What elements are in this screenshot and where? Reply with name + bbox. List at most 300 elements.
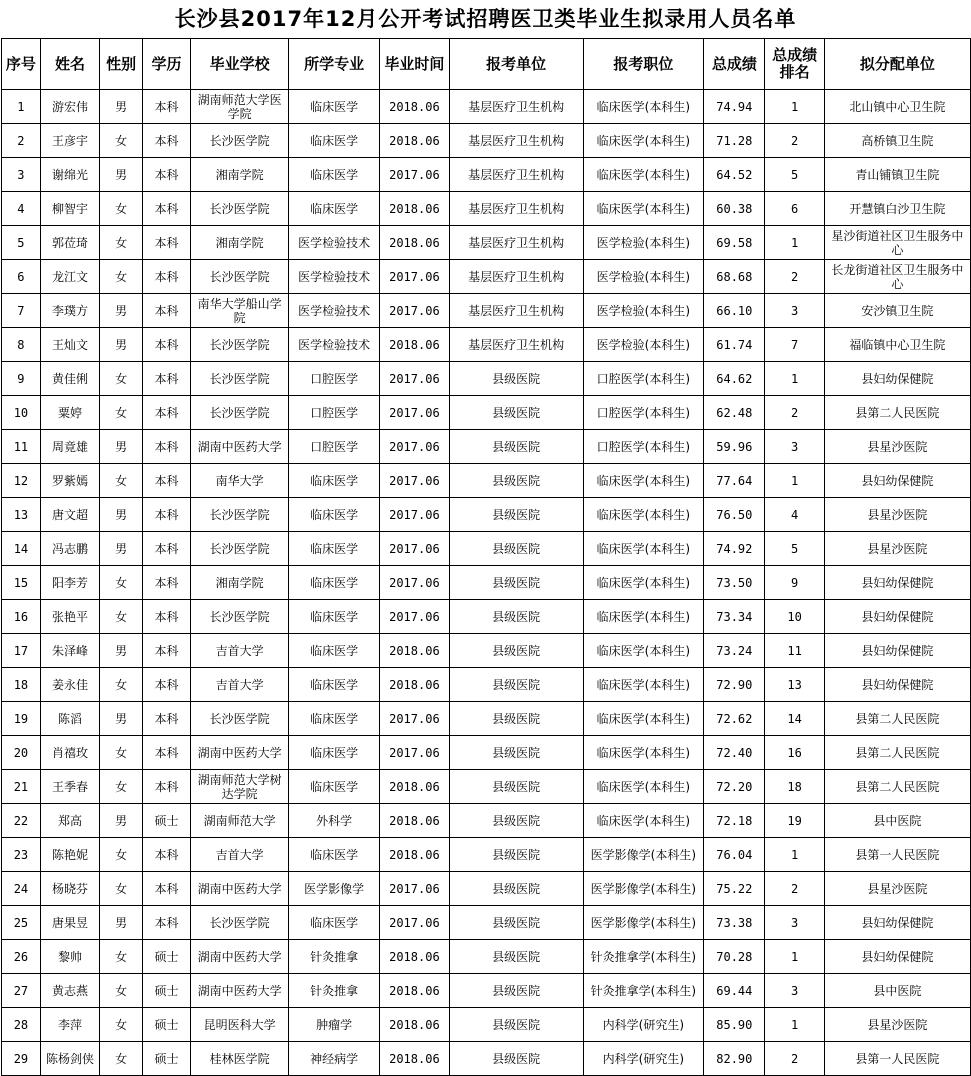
cell-index: 8 [2,328,41,362]
cell-score: 72.18 [704,804,765,838]
header-cell: 总成绩排名 [765,39,824,90]
cell-index: 10 [2,396,41,430]
table-row [2,430,971,464]
cell-rank: 13 [765,668,824,702]
table-row [2,634,971,668]
cell-major: 临床医学 [289,634,380,668]
header-cell: 毕业时间 [380,39,450,90]
cell-degree: 本科 [143,396,191,430]
cell-grad-date: 2017.06 [380,260,450,294]
cell-assigned-unit: 安沙镇卫生院 [824,294,970,328]
table-row [2,770,971,804]
cell-rank: 3 [765,294,824,328]
cell-degree: 本科 [143,498,191,532]
cell-index: 25 [2,906,41,940]
cell-apply-position: 临床医学(本科生) [583,464,704,498]
cell-score: 74.92 [704,532,765,566]
cell-gender: 男 [100,90,143,124]
cell-degree: 本科 [143,566,191,600]
cell-degree: 本科 [143,464,191,498]
cell-assigned-unit: 县妇幼保健院 [824,906,970,940]
cell-grad-date: 2017.06 [380,464,450,498]
cell-index: 26 [2,940,41,974]
cell-assigned-unit: 县妇幼保健院 [824,464,970,498]
table-row [2,532,971,566]
cell-apply-unit: 县级医院 [449,702,583,736]
cell-school: 湘南学院 [191,226,289,260]
cell-score: 64.52 [704,158,765,192]
cell-index: 19 [2,702,41,736]
table-row [2,906,971,940]
cell-assigned-unit: 县第一人民医院 [824,1042,970,1076]
cell-apply-unit: 基层医疗卫生机构 [449,192,583,226]
table-row [2,294,971,328]
cell-score: 69.58 [704,226,765,260]
cell-apply-position: 医学检验(本科生) [583,226,704,260]
cell-degree: 本科 [143,532,191,566]
cell-assigned-unit: 县中医院 [824,974,970,1008]
cell-degree: 本科 [143,294,191,328]
cell-grad-date: 2018.06 [380,328,450,362]
cell-index: 22 [2,804,41,838]
cell-rank: 1 [765,226,824,260]
cell-rank: 2 [765,1042,824,1076]
cell-gender: 女 [100,872,143,906]
cell-major: 临床医学 [289,566,380,600]
cell-index: 17 [2,634,41,668]
cell-gender: 女 [100,260,143,294]
cell-score: 60.38 [704,192,765,226]
cell-grad-date: 2017.06 [380,158,450,192]
cell-rank: 3 [765,430,824,464]
cell-score: 62.48 [704,396,765,430]
table-row [2,940,971,974]
cell-major: 临床医学 [289,498,380,532]
cell-major: 临床医学 [289,702,380,736]
cell-gender: 女 [100,226,143,260]
cell-degree: 本科 [143,328,191,362]
cell-major: 神经病学 [289,1042,380,1076]
cell-assigned-unit: 县星沙医院 [824,872,970,906]
cell-name: 黄佳俐 [40,362,99,396]
cell-apply-unit: 县级医院 [449,804,583,838]
cell-grad-date: 2017.06 [380,872,450,906]
cell-degree: 本科 [143,736,191,770]
cell-apply-position: 临床医学(本科生) [583,634,704,668]
cell-degree: 本科 [143,192,191,226]
cell-apply-unit: 县级医院 [449,430,583,464]
cell-score: 73.34 [704,600,765,634]
cell-index: 14 [2,532,41,566]
cell-school: 长沙医学院 [191,600,289,634]
cell-assigned-unit: 高桥镇卫生院 [824,124,970,158]
cell-grad-date: 2017.06 [380,600,450,634]
cell-apply-position: 口腔医学(本科生) [583,430,704,464]
cell-major: 医学影像学 [289,872,380,906]
cell-score: 82.90 [704,1042,765,1076]
header-cell: 毕业学校 [191,39,289,90]
cell-index: 1 [2,90,41,124]
table-row [2,872,971,906]
cell-score: 72.62 [704,702,765,736]
cell-index: 15 [2,566,41,600]
cell-rank: 4 [765,498,824,532]
cell-score: 69.44 [704,974,765,1008]
cell-degree: 本科 [143,872,191,906]
cell-degree: 硕士 [143,1008,191,1042]
table-row [2,90,971,124]
header-cell: 性别 [100,39,143,90]
cell-gender: 女 [100,974,143,1008]
cell-apply-position: 临床医学(本科生) [583,532,704,566]
cell-grad-date: 2018.06 [380,838,450,872]
cell-apply-unit: 县级医院 [449,838,583,872]
cell-apply-unit: 县级医院 [449,1008,583,1042]
cell-gender: 女 [100,838,143,872]
cell-score: 75.22 [704,872,765,906]
cell-score: 72.20 [704,770,765,804]
cell-score: 61.74 [704,328,765,362]
cell-gender: 男 [100,328,143,362]
cell-degree: 本科 [143,260,191,294]
cell-apply-unit: 基层医疗卫生机构 [449,124,583,158]
cell-gender: 女 [100,668,143,702]
cell-apply-unit: 县级医院 [449,1042,583,1076]
cell-score: 73.50 [704,566,765,600]
table-row [2,668,971,702]
cell-degree: 本科 [143,702,191,736]
cell-school: 长沙医学院 [191,192,289,226]
cell-index: 23 [2,838,41,872]
cell-apply-unit: 县级医院 [449,668,583,702]
cell-school: 吉首大学 [191,838,289,872]
cell-degree: 硕士 [143,940,191,974]
cell-assigned-unit: 县第二人民医院 [824,770,970,804]
cell-score: 76.04 [704,838,765,872]
cell-score: 72.40 [704,736,765,770]
cell-degree: 本科 [143,668,191,702]
cell-major: 医学检验技术 [289,328,380,362]
cell-apply-unit: 县级医院 [449,974,583,1008]
cell-apply-position: 医学影像学(本科生) [583,906,704,940]
cell-apply-position: 医学检验(本科生) [583,260,704,294]
cell-major: 医学检验技术 [289,260,380,294]
cell-index: 18 [2,668,41,702]
cell-rank: 1 [765,940,824,974]
cell-grad-date: 2017.06 [380,396,450,430]
table-row [2,328,971,362]
cell-gender: 男 [100,532,143,566]
cell-rank: 5 [765,158,824,192]
cell-rank: 2 [765,396,824,430]
cell-index: 6 [2,260,41,294]
cell-index: 7 [2,294,41,328]
cell-grad-date: 2018.06 [380,804,450,838]
table-row [2,566,971,600]
header-cell: 所学专业 [289,39,380,90]
cell-index: 27 [2,974,41,1008]
cell-assigned-unit: 县妇幼保健院 [824,362,970,396]
cell-school: 长沙医学院 [191,362,289,396]
cell-rank: 2 [765,872,824,906]
table-row [2,464,971,498]
cell-assigned-unit: 县星沙医院 [824,532,970,566]
cell-major: 临床医学 [289,464,380,498]
cell-grad-date: 2018.06 [380,634,450,668]
table-row [2,158,971,192]
cell-apply-position: 临床医学(本科生) [583,124,704,158]
cell-grad-date: 2017.06 [380,906,450,940]
cell-name: 唐文超 [40,498,99,532]
cell-gender: 女 [100,770,143,804]
cell-apply-unit: 基层医疗卫生机构 [449,260,583,294]
cell-degree: 本科 [143,430,191,464]
cell-apply-unit: 基层医疗卫生机构 [449,90,583,124]
cell-apply-unit: 县级医院 [449,906,583,940]
cell-major: 临床医学 [289,668,380,702]
cell-rank: 16 [765,736,824,770]
cell-rank: 7 [765,328,824,362]
cell-major: 外科学 [289,804,380,838]
cell-name: 粟婷 [40,396,99,430]
cell-assigned-unit: 长龙街道社区卫生服务中心 [824,260,970,294]
recruitment-table [1,38,971,1076]
cell-assigned-unit: 星沙街道社区卫生服务中心 [824,226,970,260]
cell-assigned-unit: 县妇幼保健院 [824,634,970,668]
cell-apply-position: 医学检验(本科生) [583,294,704,328]
cell-apply-position: 医学影像学(本科生) [583,872,704,906]
cell-gender: 男 [100,430,143,464]
cell-major: 临床医学 [289,736,380,770]
cell-grad-date: 2018.06 [380,940,450,974]
cell-major: 口腔医学 [289,362,380,396]
cell-name: 周竟雄 [40,430,99,464]
cell-gender: 男 [100,906,143,940]
cell-assigned-unit: 开慧镇白沙卫生院 [824,192,970,226]
cell-grad-date: 2018.06 [380,770,450,804]
cell-gender: 女 [100,600,143,634]
table-row [2,498,971,532]
cell-name: 张艳平 [40,600,99,634]
cell-apply-unit: 县级医院 [449,498,583,532]
cell-assigned-unit: 县第二人民医院 [824,702,970,736]
cell-apply-unit: 基层医疗卫生机构 [449,328,583,362]
cell-grad-date: 2018.06 [380,668,450,702]
cell-name: 郭莅琦 [40,226,99,260]
cell-school: 吉首大学 [191,634,289,668]
cell-rank: 18 [765,770,824,804]
cell-grad-date: 2017.06 [380,362,450,396]
cell-assigned-unit: 县妇幼保健院 [824,668,970,702]
cell-rank: 5 [765,532,824,566]
cell-school: 吉首大学 [191,668,289,702]
table-row [2,804,971,838]
cell-name: 王季春 [40,770,99,804]
cell-degree: 本科 [143,634,191,668]
cell-apply-unit: 县级医院 [449,736,583,770]
cell-gender: 女 [100,736,143,770]
table-row [2,192,971,226]
cell-major: 针灸推拿 [289,940,380,974]
cell-assigned-unit: 县第二人民医院 [824,396,970,430]
cell-apply-unit: 县级医院 [449,464,583,498]
cell-apply-position: 内科学(研究生) [583,1008,704,1042]
cell-apply-position: 临床医学(本科生) [583,770,704,804]
cell-score: 64.62 [704,362,765,396]
cell-grad-date: 2017.06 [380,532,450,566]
cell-school: 长沙医学院 [191,260,289,294]
cell-rank: 14 [765,702,824,736]
cell-apply-position: 临床医学(本科生) [583,668,704,702]
cell-school: 长沙医学院 [191,124,289,158]
cell-school: 湖南师范大学 [191,804,289,838]
cell-apply-position: 临床医学(本科生) [583,498,704,532]
header-cell: 姓名 [40,39,99,90]
cell-apply-unit: 基层医疗卫生机构 [449,158,583,192]
table-row [2,974,971,1008]
cell-rank: 6 [765,192,824,226]
cell-degree: 本科 [143,362,191,396]
cell-apply-unit: 县级医院 [449,634,583,668]
cell-major: 临床医学 [289,532,380,566]
cell-gender: 男 [100,158,143,192]
cell-grad-date: 2017.06 [380,430,450,464]
cell-major: 临床医学 [289,600,380,634]
cell-score: 73.24 [704,634,765,668]
cell-assigned-unit: 县妇幼保健院 [824,566,970,600]
cell-school: 昆明医科大学 [191,1008,289,1042]
cell-index: 29 [2,1042,41,1076]
cell-gender: 女 [100,362,143,396]
cell-name: 柳智宇 [40,192,99,226]
cell-score: 74.94 [704,90,765,124]
cell-score: 71.28 [704,124,765,158]
table-row [2,124,971,158]
cell-grad-date: 2018.06 [380,90,450,124]
cell-gender: 女 [100,566,143,600]
cell-rank: 1 [765,464,824,498]
cell-assigned-unit: 北山镇中心卫生院 [824,90,970,124]
cell-degree: 本科 [143,226,191,260]
cell-apply-position: 临床医学(本科生) [583,736,704,770]
cell-school: 长沙医学院 [191,532,289,566]
cell-name: 阳李芳 [40,566,99,600]
cell-index: 4 [2,192,41,226]
cell-apply-position: 临床医学(本科生) [583,804,704,838]
cell-grad-date: 2017.06 [380,498,450,532]
cell-school: 湖南中医药大学 [191,430,289,464]
cell-degree: 本科 [143,600,191,634]
cell-assigned-unit: 县妇幼保健院 [824,940,970,974]
cell-apply-position: 临床医学(本科生) [583,192,704,226]
cell-degree: 本科 [143,158,191,192]
cell-rank: 10 [765,600,824,634]
cell-rank: 3 [765,974,824,1008]
cell-name: 朱泽峰 [40,634,99,668]
cell-name: 王彦宇 [40,124,99,158]
page-title: 长沙县2017年12月公开考试招聘医卫类毕业生拟录用人员名单 [174,7,797,31]
cell-score: 85.90 [704,1008,765,1042]
cell-gender: 女 [100,396,143,430]
cell-index: 20 [2,736,41,770]
cell-apply-unit: 县级医院 [449,770,583,804]
cell-apply-position: 针灸推拿学(本科生) [583,974,704,1008]
table-row [2,702,971,736]
cell-grad-date: 2018.06 [380,124,450,158]
cell-degree: 本科 [143,124,191,158]
cell-score: 73.38 [704,906,765,940]
table-row [2,260,971,294]
cell-grad-date: 2018.06 [380,1008,450,1042]
cell-assigned-unit: 县星沙医院 [824,1008,970,1042]
cell-gender: 男 [100,634,143,668]
table-row [2,226,971,260]
cell-name: 陈滔 [40,702,99,736]
cell-index: 2 [2,124,41,158]
cell-grad-date: 2017.06 [380,294,450,328]
cell-score: 59.96 [704,430,765,464]
cell-name: 李璞方 [40,294,99,328]
cell-degree: 硕士 [143,974,191,1008]
cell-apply-position: 医学影像学(本科生) [583,838,704,872]
cell-school: 湘南学院 [191,158,289,192]
cell-apply-position: 口腔医学(本科生) [583,362,704,396]
cell-index: 13 [2,498,41,532]
table-row [2,362,971,396]
header-cell: 序号 [2,39,41,90]
cell-apply-position: 医学检验(本科生) [583,328,704,362]
cell-school: 桂林医学院 [191,1042,289,1076]
cell-index: 9 [2,362,41,396]
cell-major: 医学检验技术 [289,226,380,260]
cell-school: 湘南学院 [191,566,289,600]
cell-name: 王灿文 [40,328,99,362]
cell-name: 唐果昱 [40,906,99,940]
cell-assigned-unit: 县第一人民医院 [824,838,970,872]
cell-name: 罗紫嫣 [40,464,99,498]
cell-school: 湖南师范大学医学院 [191,90,289,124]
cell-school: 南华大学 [191,464,289,498]
cell-school: 长沙医学院 [191,396,289,430]
cell-school: 湖南中医药大学 [191,736,289,770]
cell-grad-date: 2018.06 [380,192,450,226]
cell-gender: 男 [100,702,143,736]
cell-major: 肿瘤学 [289,1008,380,1042]
cell-apply-unit: 县级医院 [449,872,583,906]
table-header-row [2,39,971,90]
cell-school: 湖南中医药大学 [191,940,289,974]
cell-major: 针灸推拿 [289,974,380,1008]
table-row [2,1042,971,1076]
cell-apply-position: 临床医学(本科生) [583,702,704,736]
cell-apply-position: 临床医学(本科生) [583,600,704,634]
cell-school: 湖南中医药大学 [191,974,289,1008]
cell-name: 陈杨剑侠 [40,1042,99,1076]
cell-index: 16 [2,600,41,634]
cell-gender: 男 [100,294,143,328]
cell-name: 龙江文 [40,260,99,294]
cell-major: 临床医学 [289,124,380,158]
cell-index: 28 [2,1008,41,1042]
cell-name: 李萍 [40,1008,99,1042]
cell-degree: 本科 [143,906,191,940]
cell-assigned-unit: 福临镇中心卫生院 [824,328,970,362]
cell-apply-position: 临床医学(本科生) [583,566,704,600]
cell-major: 口腔医学 [289,396,380,430]
cell-degree: 硕士 [143,804,191,838]
cell-rank: 9 [765,566,824,600]
cell-rank: 1 [765,90,824,124]
